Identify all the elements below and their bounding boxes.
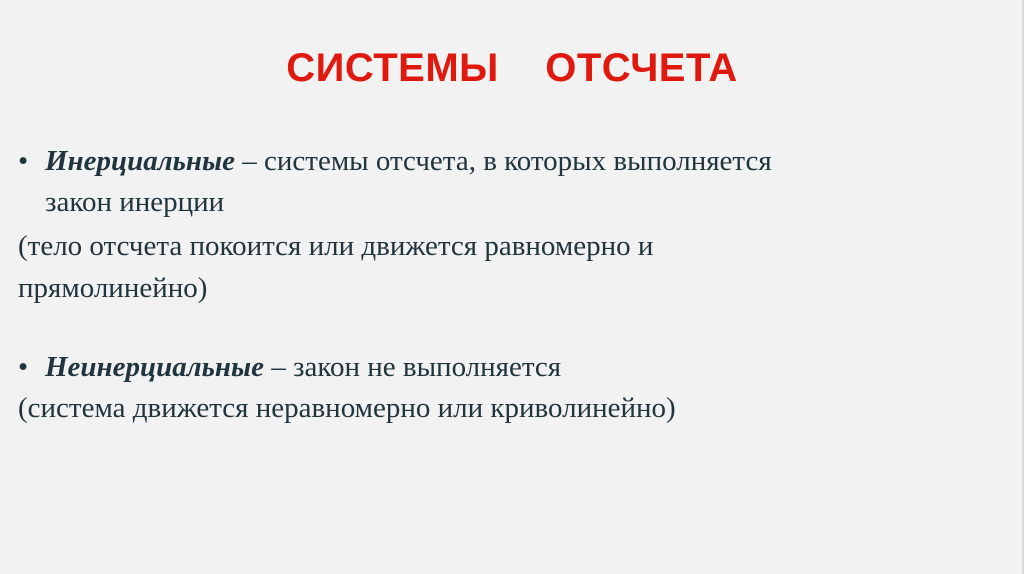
definition-inertial: – системы отсчета, в которых выполняется: [235, 145, 772, 177]
note-inertial-line-1: (тело отсчета покоится или движется равномерно и: [18, 230, 654, 262]
bullet-icon: •: [18, 145, 29, 177]
note-noninertial: (система движется неравномерно или криволинейно): [18, 392, 676, 424]
term-noninertial: Неинерциальные: [45, 351, 265, 383]
definition-noninertial: – закон не выполняется: [264, 351, 562, 383]
slide-title: СИСТЕМЫ ОТСЧЕТА: [286, 46, 738, 90]
definition-inertial-continued: закон инерции: [45, 186, 225, 218]
term-inertial: Инерциальные: [45, 145, 236, 177]
list-item-inertial: [18, 139, 772, 183]
note-inertial-line-2: прямолинейно): [18, 272, 208, 304]
list-item-noninertial: [18, 345, 561, 389]
bullet-icon: •: [18, 351, 29, 383]
